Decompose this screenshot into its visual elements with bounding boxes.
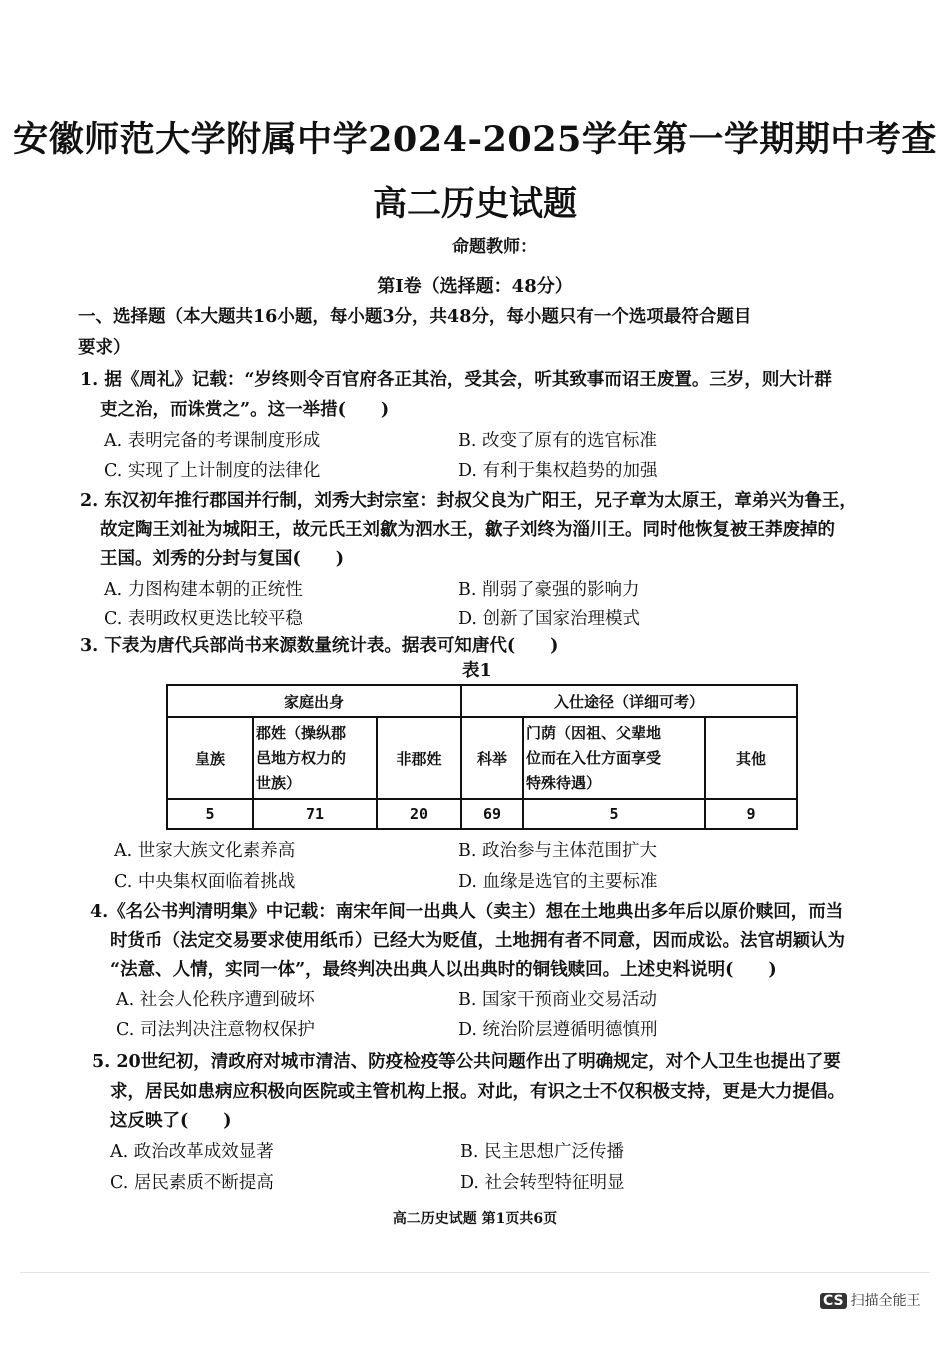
- question-1-stem-cont: 吏之治，而诛赏之”。这一举措( ): [100, 400, 390, 420]
- table-cell: 71: [253, 799, 377, 829]
- scanner-logo-icon: CS: [820, 1293, 847, 1309]
- table-header-cell: 科举: [461, 717, 523, 799]
- table-cell: 20: [377, 799, 461, 829]
- question-3-option-c[interactable]: C. 中央集权面临着挑战: [114, 872, 296, 892]
- table-cell: 5: [167, 799, 253, 829]
- question-5-option-b[interactable]: B. 民主思想广泛传播: [460, 1142, 624, 1162]
- question-3-stem: 3. 下表为唐代兵部尚书来源数量统计表。据表可知唐代( ): [80, 636, 559, 656]
- table-header-cell: 非郡姓: [377, 717, 461, 799]
- table-caption: 表1: [462, 661, 492, 681]
- divider: [20, 1272, 930, 1273]
- question-4-option-a[interactable]: A. 社会人伦秩序遭到破坏: [116, 990, 315, 1010]
- exam-title: 安徽师范大学附属中学2024-2025学年第一学期期中考查: [13, 119, 937, 160]
- table-header-cell: 其他: [705, 717, 797, 799]
- question-5-option-d[interactable]: D. 社会转型特征明显: [460, 1173, 625, 1193]
- question-2-option-a[interactable]: A. 力图构建本朝的正统性: [104, 580, 303, 600]
- question-3-option-a[interactable]: A. 世家大族文化素养高: [114, 841, 296, 861]
- table-header-cell: 皇族: [167, 717, 253, 799]
- table-cell: 69: [461, 799, 523, 829]
- scanner-logo-text: 扫描全能王: [850, 1293, 921, 1309]
- table-cell: 9: [705, 799, 797, 829]
- question-2-option-b[interactable]: B. 削弱了豪强的影响力: [458, 580, 640, 600]
- question-4-stem: 4.《名公书判清明集》中记载：南宋年间一出典人（卖主）想在土地典出多年后以原价赎回，而当: [90, 902, 844, 922]
- question-2-stem: 2. 东汉初年推行郡国并行制，刘秀大封宗室：封叔父良为广阳王，兄子章为太原王，章弟兴为鲁王，: [80, 491, 857, 511]
- question-2-option-d[interactable]: D. 创新了国家治理模式: [458, 609, 641, 629]
- section-instruction-cont: 要求）: [78, 338, 131, 358]
- page-footer: 高二历史试题 第1页共6页: [392, 1211, 558, 1227]
- question-1-option-a[interactable]: A. 表明完备的考课制度形成: [104, 431, 321, 451]
- question-5-stem-cont-2: 这反映了( ): [110, 1111, 232, 1131]
- part-heading: 第Ⅰ卷（选择题：48分）: [377, 276, 573, 297]
- table-cell: 5: [523, 799, 705, 829]
- question-1-option-d[interactable]: D. 有利于集权趋势的加强: [458, 461, 658, 481]
- question-4-option-d[interactable]: D. 统治阶层遵循明德慎刑: [458, 1020, 658, 1040]
- data-table: [166, 684, 798, 830]
- table-group-header: 入仕途径（详细可考）: [461, 685, 797, 717]
- exam-subtitle: 高二历史试题: [373, 184, 577, 224]
- teacher-label: 命题教师：: [452, 237, 537, 257]
- question-5-option-c[interactable]: C. 居民素质不断提高: [110, 1173, 274, 1193]
- question-4-option-b[interactable]: B. 国家干预商业交易活动: [458, 990, 657, 1010]
- section-instruction: 一、选择题（本大题共16小题，每小题3分，共48分，每小题只有一个选项最符合题目: [78, 307, 752, 327]
- table-group-header: 家庭出身: [167, 685, 461, 717]
- question-2-option-c[interactable]: C. 表明政权更迭比较平稳: [104, 609, 303, 629]
- question-5-stem-cont: 求，居民如患病应积极向医院或主管机构上报。对此，有识之士不仅积极支持，更是大力提倡。: [110, 1082, 845, 1102]
- question-1-option-b[interactable]: B. 改变了原有的选官标准: [458, 431, 657, 451]
- question-2-stem-cont-2: 王国。刘秀的分封与复国( ): [100, 549, 345, 569]
- question-3-option-d[interactable]: D. 血缘是选官的主要标准: [458, 872, 658, 892]
- question-5-option-a[interactable]: A. 政治改革成效显著: [110, 1142, 274, 1162]
- question-3-option-b[interactable]: B. 政治参与主体范围扩大: [458, 841, 657, 861]
- question-2-stem-cont: 故定陶王刘祉为城阳王，故元氏王刘歙为泗水王，歙子刘终为淄川王。同时他恢复被王莽废掉的: [100, 520, 835, 540]
- scanner-watermark: [820, 1290, 921, 1310]
- table-header-cell: 门荫（因祖、父辈地 位而在入仕方面享受 特殊待遇）: [523, 717, 705, 799]
- question-1-stem: 1. 据《周礼》记载：“岁终则令百官府各正其治，受其会，听其致事而诏王废置。三岁，则大计群: [80, 370, 832, 390]
- question-5-stem: 5. 20世纪初，清政府对城市清洁、防疫检疫等公共问题作出了明确规定，对个人卫生也提出了要: [92, 1052, 841, 1072]
- question-1-option-c[interactable]: C. 实现了上计制度的法律化: [104, 461, 321, 481]
- question-4-stem-cont: 时货币（法定交易要求使用纸币）已经大为贬值，土地拥有者不同意，因而成讼。法官胡颖认为: [110, 931, 845, 951]
- question-4-stem-cont-2: “法意、人情，实同一体”，最终判决出典人以出典时的铜钱赎回。上述史料说明( ): [110, 960, 777, 980]
- table-header-cell: 郡姓（操纵郡 邑地方权力的 世族）: [253, 717, 377, 799]
- question-4-option-c[interactable]: C. 司法判决注意物权保护: [116, 1020, 315, 1040]
